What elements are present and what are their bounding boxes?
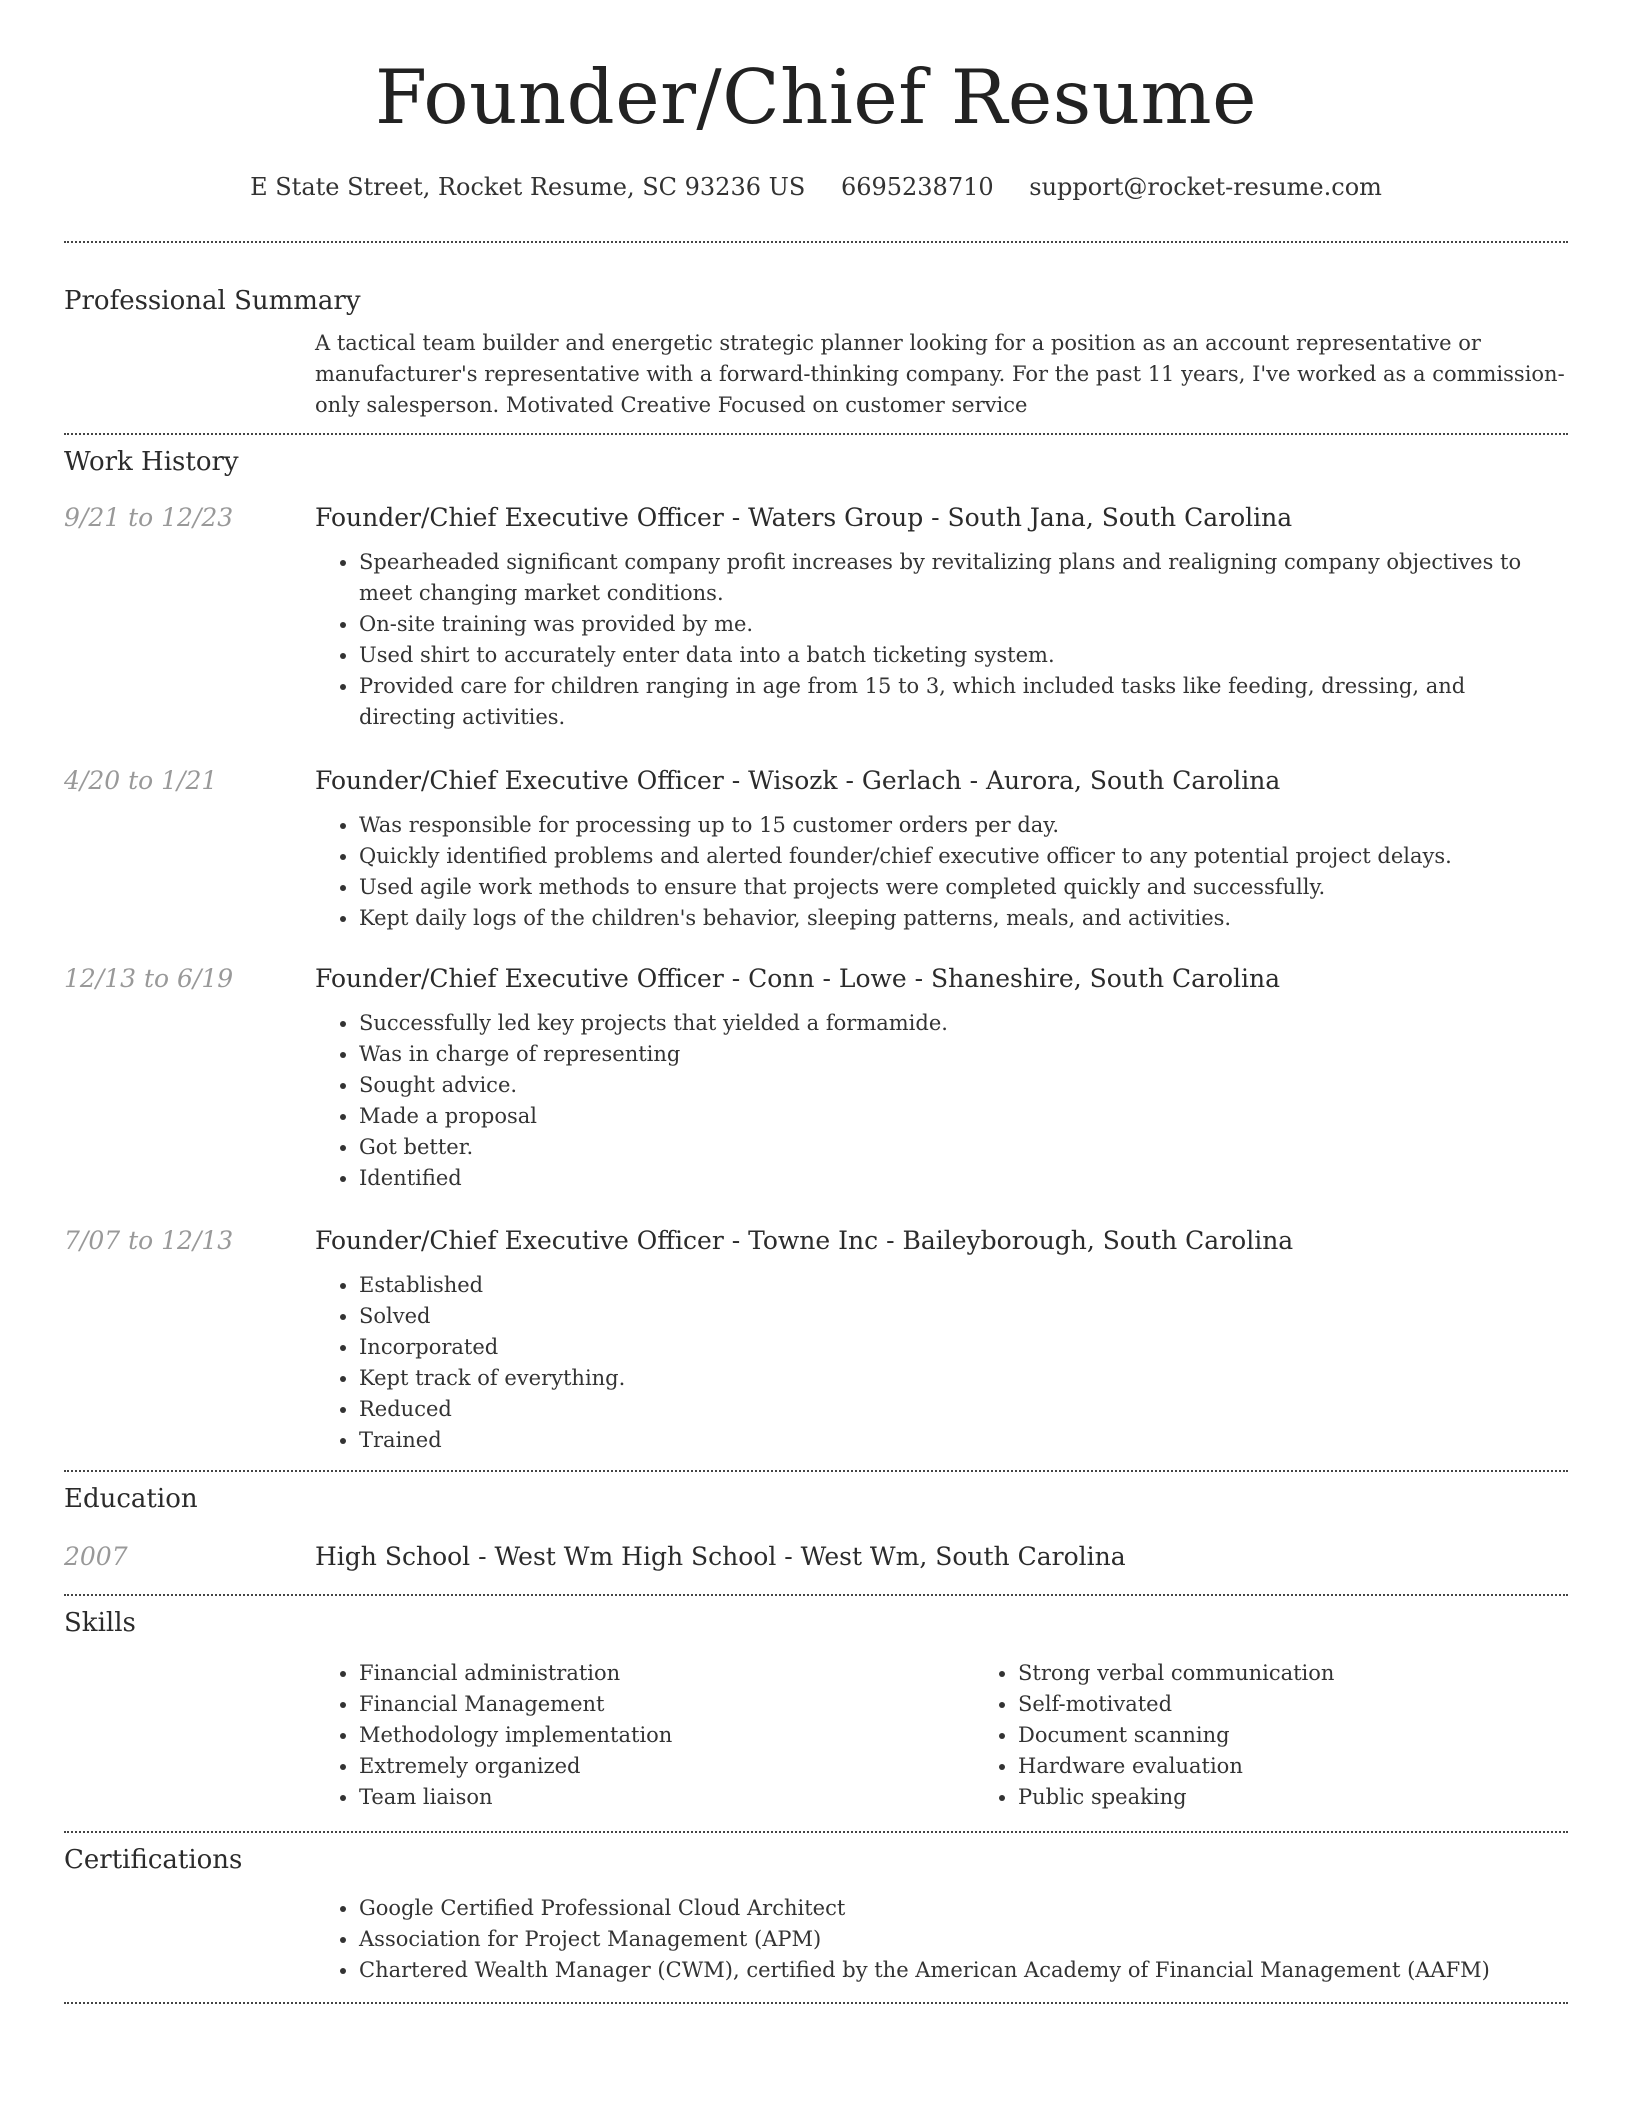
job-bullet: • Made a proposal	[359, 1101, 1568, 1132]
skill-item: • Strong verbal communication	[1018, 1658, 1632, 1689]
certification-item: • Association for Project Management (APM)	[359, 1924, 1568, 1955]
job-bullet: • Kept daily logs of the children's behavior, sleeping patterns, meals, and activities.	[359, 903, 1568, 934]
education-entry	[64, 1540, 1568, 1574]
job-entry	[64, 962, 1568, 1194]
job-bullet: • Provided care for children ranging in age from 15 to 3, which included tasks like feeding, dressing, and directing activities.	[359, 671, 1568, 733]
job-bullet: • Was in charge of representing	[359, 1039, 1568, 1070]
skills-columns	[315, 1658, 1632, 1813]
skills-section	[64, 1606, 1568, 1813]
skill-item: • Extremely organized	[359, 1751, 974, 1782]
job-bullet: • Quickly identified problems and alerted founder/chief executive officer to any potential project delays.	[359, 841, 1568, 872]
certifications-row	[64, 1893, 1568, 1986]
job-bullet: • Was responsible for processing up to 15 customer orders per day.	[359, 810, 1568, 841]
job-bullet: • Trained	[359, 1425, 1568, 1456]
job-bullet: • Solved	[359, 1301, 1568, 1332]
certifications-title: Certifications	[64, 1845, 243, 1875]
skill-item: • Methodology implementation	[359, 1720, 974, 1751]
education-heading: High School - West Wm High School - West Wm, South Carolina	[315, 1542, 1126, 1571]
skill-item: • Financial Management	[359, 1689, 974, 1720]
job-bullets	[315, 547, 1568, 733]
skill-item: • Public speaking	[1018, 1782, 1632, 1813]
contact-email: support@rocket-resume.com	[1029, 173, 1382, 201]
certifications-section	[64, 1843, 1568, 1986]
job-heading: Founder/Chief Executive Officer - Wisozk - Gerlach - Aurora, South Carolina	[315, 766, 1281, 795]
work-history-section	[64, 445, 1568, 1456]
certification-item: • Google Certified Professional Cloud Architect	[359, 1893, 1568, 1924]
job-bullet: • Spearheaded significant company profit increases by revitalizing plans and realigning company objectives to meet changing market conditions.	[359, 547, 1568, 609]
job-dates: 7/07 to 12/13	[64, 1226, 234, 1255]
summary-content	[315, 328, 1568, 421]
skills-list-left	[315, 1658, 974, 1813]
certifications-list	[315, 1893, 1568, 1986]
summary-section	[64, 284, 1568, 421]
skill-item: • Financial administration	[359, 1658, 974, 1689]
contact-address: E State Street, Rocket Resume, SC 93236 US	[250, 173, 806, 201]
divider-education	[64, 1594, 1568, 1596]
job-bullets	[315, 810, 1568, 934]
job-entry	[64, 764, 1568, 934]
job-bullets	[315, 1270, 1568, 1456]
divider-skills	[64, 1831, 1568, 1833]
job-heading: Founder/Chief Executive Officer - Towne Inc - Baileyborough, South Carolina	[315, 1226, 1294, 1255]
skill-item: • Self-motivated	[1018, 1689, 1632, 1720]
job-bullets	[315, 1008, 1568, 1194]
job-dates: 12/13 to 6/19	[64, 964, 234, 993]
skill-item: • Document scanning	[1018, 1720, 1632, 1751]
job-bullet: • Incorporated	[359, 1332, 1568, 1363]
resume-name: Founder/Chief Resume	[374, 53, 1258, 141]
job-dates: 9/21 to 12/23	[64, 503, 234, 532]
education-section	[64, 1482, 1568, 1574]
divider-work	[64, 1470, 1568, 1472]
job-entry	[64, 501, 1568, 733]
certification-item: • Chartered Wealth Manager (CWM), certified by the American Academy of Financial Management (AAFM)	[359, 1955, 1568, 1986]
education-title: Education	[64, 1484, 198, 1514]
job-bullet: • Reduced	[359, 1394, 1568, 1425]
job-dates: 4/20 to 1/21	[64, 766, 218, 795]
divider-certifications	[64, 2002, 1568, 2004]
skill-item: • Hardware evaluation	[1018, 1751, 1632, 1782]
job-bullet: • Got better.	[359, 1132, 1568, 1163]
job-bullet: • Sought advice.	[359, 1070, 1568, 1101]
contact-line	[64, 171, 1568, 203]
job-heading: Founder/Chief Executive Officer - Waters Group - South Jana, South Carolina	[315, 503, 1293, 532]
skill-item: • Team liaison	[359, 1782, 974, 1813]
skills-title: Skills	[64, 1608, 136, 1638]
job-bullet: • On-site training was provided by me.	[359, 609, 1568, 640]
job-heading: Founder/Chief Executive Officer - Conn - Lowe - Shaneshire, South Carolina	[315, 964, 1281, 993]
job-bullet: • Established	[359, 1270, 1568, 1301]
skills-list-right	[974, 1658, 1632, 1813]
job-bullet: • Used agile work methods to ensure that projects were completed quickly and successfully.	[359, 872, 1568, 903]
summary-row	[64, 328, 1568, 421]
summary-title: Professional Summary	[64, 286, 361, 316]
job-bullet: • Kept track of everything.	[359, 1363, 1568, 1394]
job-bullet: • Identified	[359, 1163, 1568, 1194]
skills-row	[64, 1658, 1568, 1813]
job-bullet: • Successfully led key projects that yielded a formamide.	[359, 1008, 1568, 1039]
divider-summary	[64, 433, 1568, 435]
education-year: 2007	[64, 1542, 128, 1571]
summary-text: A tactical team builder and energetic strategic planner looking for a position as an account representative or manufacturer's representative with a forward-thinking company. For the past 11 years, I've worked as a commission-only salesperson. Motivated Creative Focused on customer service	[315, 331, 1565, 417]
divider-header	[64, 241, 1568, 243]
job-entry	[64, 1224, 1568, 1456]
job-bullet: • Used shirt to accurately enter data into a batch ticketing system.	[359, 640, 1568, 671]
contact-phone: 6695238710	[840, 173, 994, 201]
work-history-title: Work History	[64, 447, 239, 477]
